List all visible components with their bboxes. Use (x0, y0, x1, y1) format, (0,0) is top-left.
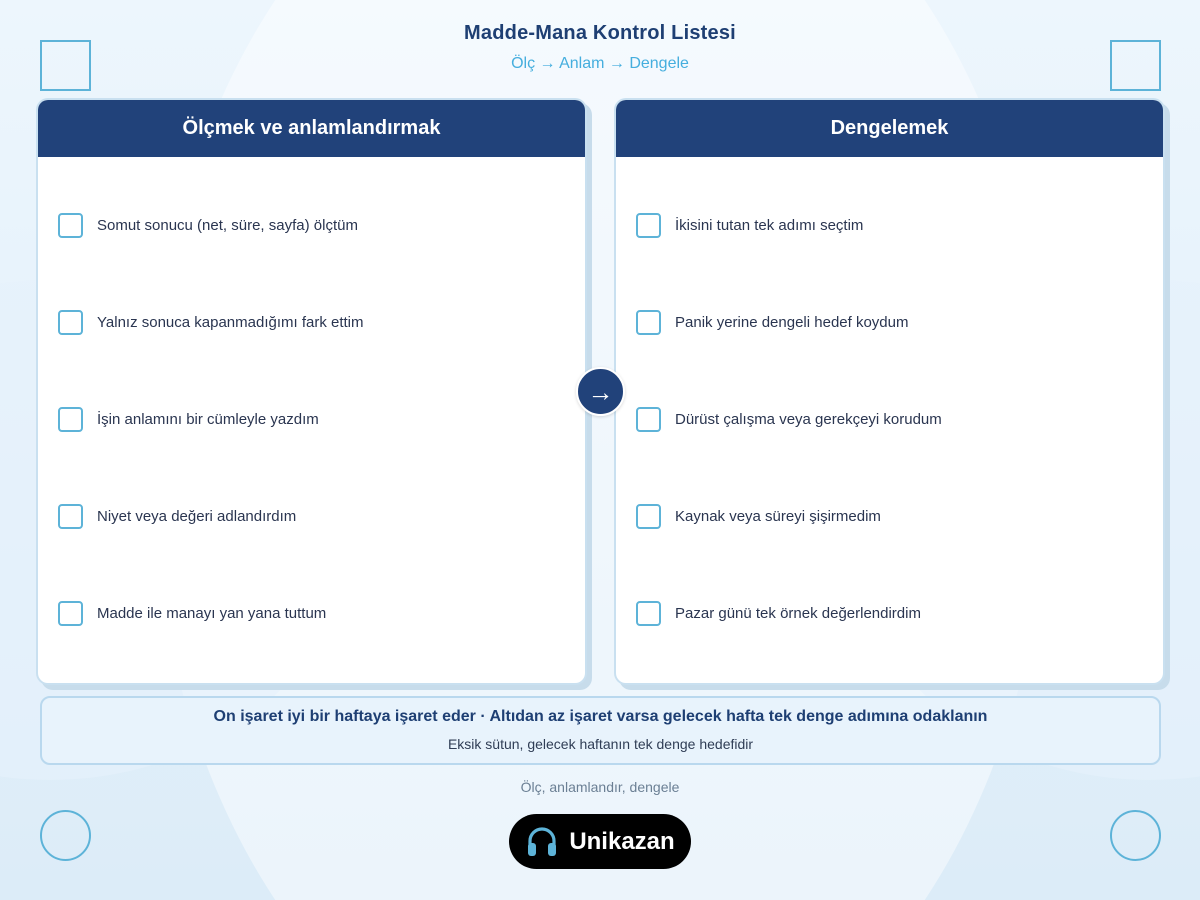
page-subtitle: Ölç → Anlam → Dengele (511, 55, 689, 72)
checkbox[interactable] (58, 504, 83, 529)
checkbox[interactable] (636, 504, 661, 529)
measure-card (36, 98, 587, 685)
checkbox[interactable] (58, 407, 83, 432)
checklist-item[interactable] (636, 503, 1143, 529)
checklist-item-label: Dürüst çalışma veya gerekçeyi korudum (675, 410, 942, 428)
page-header (0, 22, 1200, 73)
page-title: Madde-Mana Kontrol Listesi (464, 22, 736, 44)
summary-sub-text: Eksik sütun, gelecek haftanın tek denge hedefidir (447, 736, 754, 752)
checklist-item-label: Yalnız sonuca kapanmadığımı fark ettim (97, 313, 364, 331)
checklist-item[interactable] (58, 406, 565, 432)
checklist-item-label: İkisini tutan tek adımı seçtim (675, 216, 864, 234)
checklist-item[interactable] (58, 212, 565, 238)
checklist-item[interactable] (636, 600, 1143, 626)
checkbox[interactable] (58, 601, 83, 626)
checklist-item-label: Pazar günü tek örnek değerlendirdim (675, 604, 921, 622)
measure-checklist (38, 157, 585, 683)
corner-circle-decoration (40, 810, 91, 861)
arrow-right-icon: → (576, 367, 625, 416)
summary-main-text: On işaret iyi bir haftaya işaret eder · Altıdan az işaret varsa gelecek hafta tek denge adımına odaklanın (213, 708, 988, 725)
checklist-item-label: Panik yerine dengeli hedef koydum (675, 313, 909, 331)
checklist-item[interactable] (58, 309, 565, 335)
checkbox[interactable] (58, 310, 83, 335)
brand-badge[interactable] (509, 814, 691, 869)
checkbox[interactable] (636, 407, 661, 432)
checklist-item[interactable] (636, 212, 1143, 238)
checklist-item[interactable] (636, 309, 1143, 335)
balance-card-title: Dengelemek (616, 100, 1163, 157)
checkbox[interactable] (58, 213, 83, 238)
checklist-item-label: Kaynak veya süreyi şişirmedim (675, 507, 881, 525)
checklist-item-label: Niyet veya değeri adlandırdım (97, 507, 297, 525)
balance-card (614, 98, 1165, 685)
summary-box (40, 696, 1161, 765)
checklist-item[interactable] (58, 503, 565, 529)
corner-circle-decoration (1110, 810, 1161, 861)
checklist-item[interactable] (636, 406, 1143, 432)
checklist-item-label: Madde ile manayı yan yana tuttum (97, 604, 327, 622)
checklist-item-label: Somut sonucu (net, süre, sayfa) ölçtüm (97, 216, 358, 234)
headphones-icon (525, 825, 559, 859)
checkbox[interactable] (636, 601, 661, 626)
balance-checklist (616, 157, 1163, 683)
checkbox[interactable] (636, 310, 661, 335)
checklist-item-label: İşin anlamını bir cümleyle yazdım (97, 410, 319, 428)
measure-card-title: Ölçmek ve anlamlandırmak (38, 100, 585, 157)
brand-name: Unikazan (569, 827, 675, 855)
checkbox[interactable] (636, 213, 661, 238)
footer-note: Ölç, anlamlandır, dengele (520, 779, 680, 795)
checklist-item[interactable] (58, 600, 565, 626)
